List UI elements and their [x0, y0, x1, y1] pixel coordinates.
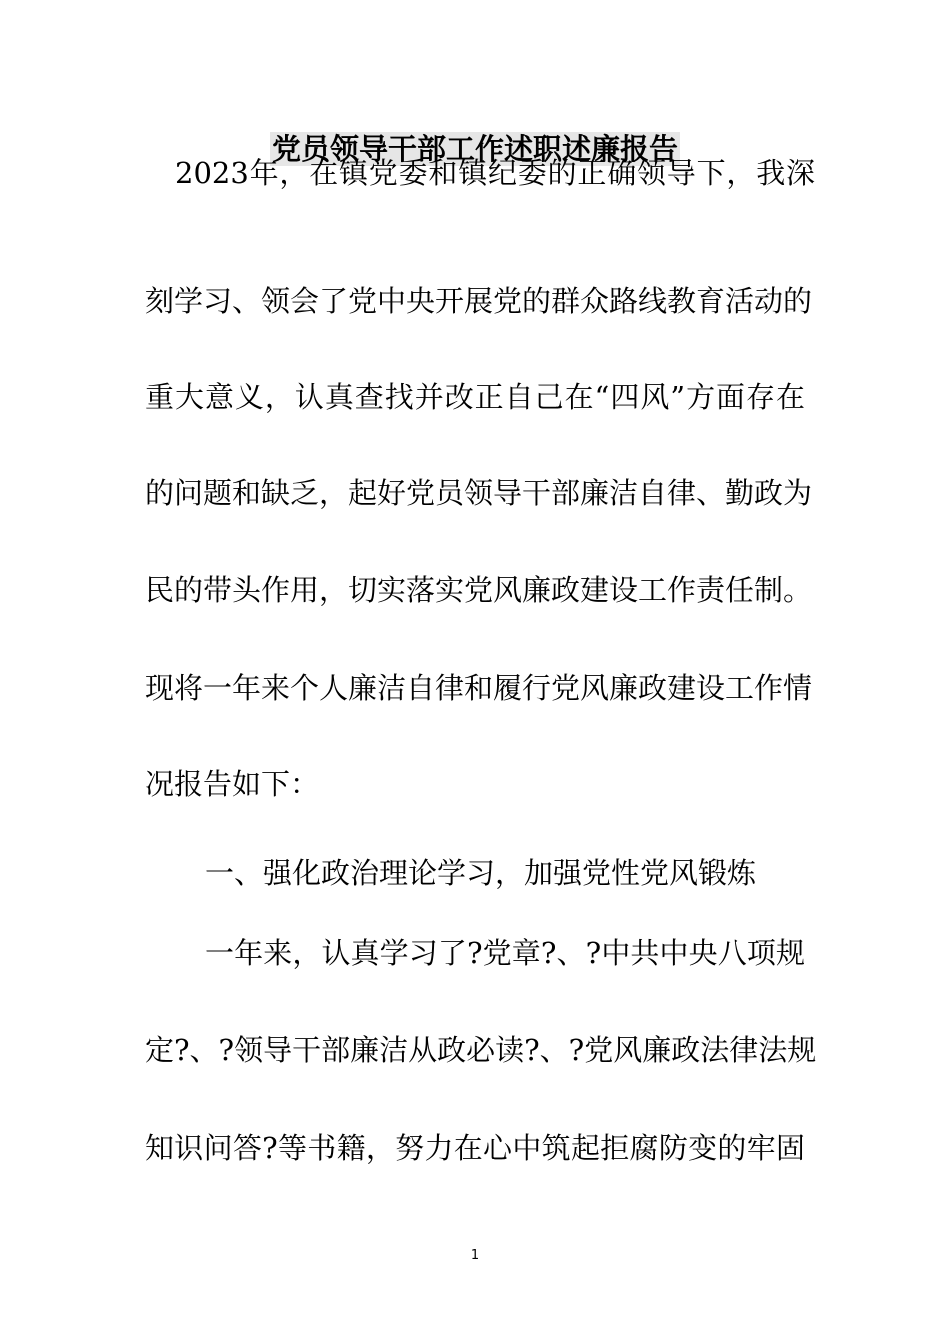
page-number: 1 [470, 1248, 480, 1263]
section-heading: 一、强化政治理论学习，加强党性党风锻炼 [205, 856, 757, 890]
paragraph-line-10: 定?、?领导干部廉洁从政必读?、?党风廉政法律法规 [145, 1033, 817, 1067]
paragraph-line-11: 知识问答?等书籍，努力在心中筑起拒腐防变的牢固 [145, 1131, 805, 1165]
paragraph-line-3: 重大意义，认真查找并改正自己在“四风”方面存在 [145, 380, 805, 414]
paragraph-line-5: 民的带头作用，切实落实党风廉政建设工作责任制。 [145, 573, 813, 607]
paragraph-line-1: 2023年，在镇党委和镇纪委的正确领导下，我深 [175, 156, 815, 190]
paragraph-line-7: 况报告如下： [145, 767, 320, 801]
paragraph-line-4: 的问题和缺乏，起好党员领导干部廉洁自律、勤政为 [145, 476, 813, 510]
paragraph-line-9: 一年来，认真学习了?党章?、?中共中央八项规 [205, 936, 805, 970]
paragraph-line-2: 刻学习、领会了党中央开展党的群众路线教育活动的 [145, 284, 813, 318]
paragraph-line-6: 现将一年来个人廉洁自律和履行党风廉政建设工作情 [145, 671, 813, 705]
title-text: 党员领导干部工作述职述廉报告 [271, 132, 678, 166]
